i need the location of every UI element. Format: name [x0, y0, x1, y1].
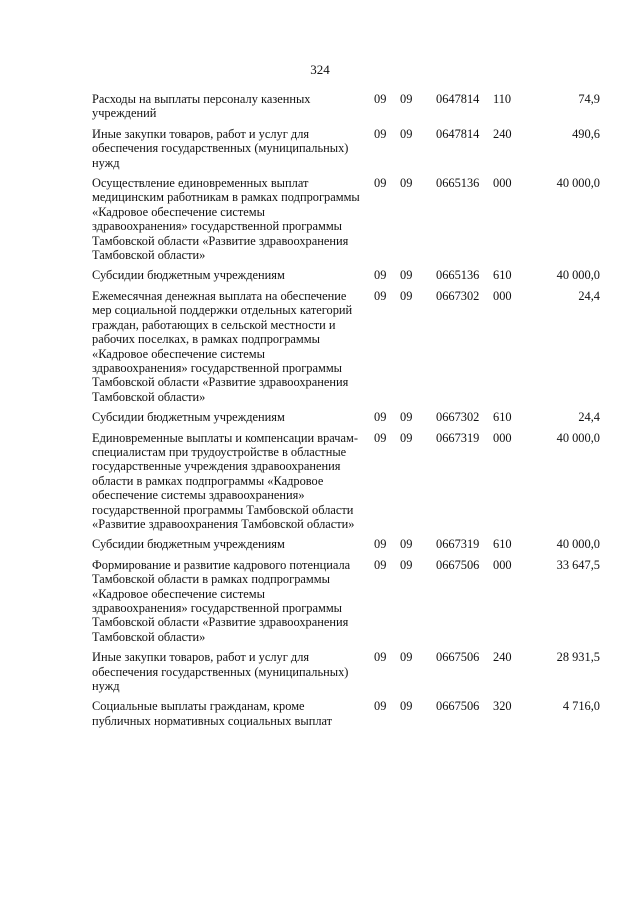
- row-amount: 490,6: [572, 126, 600, 141]
- table-row: [92, 289, 612, 404]
- table-row: [92, 699, 612, 728]
- row-subsection-code: 09: [400, 126, 413, 141]
- row-description: Осуществление единовременных выплат медицинским работникам в рамках подпрограммы «Кадровое обеспечение системы здравоохранения» государственной программы Тамбовской области «Развитие здравоохранения Тамбовской области»: [92, 176, 360, 263]
- row-amount: 40 000,0: [556, 268, 600, 283]
- table-row: [92, 431, 612, 532]
- row-expense-type-code: 610: [493, 410, 512, 425]
- row-amount: 40 000,0: [556, 430, 600, 445]
- row-target-article-code: 0665136: [436, 268, 480, 283]
- row-section-code: 09: [374, 557, 387, 572]
- row-description: Расходы на выплаты персоналу казенных учреждений: [92, 92, 311, 121]
- row-target-article-code: 0667506: [436, 557, 480, 572]
- row-description: Субсидии бюджетным учреждениям: [92, 537, 285, 552]
- table-row: [92, 176, 612, 262]
- row-expense-type-code: 610: [493, 537, 512, 552]
- table-row: [92, 127, 612, 170]
- row-section-code: 09: [374, 176, 387, 191]
- row-section-code: 09: [374, 650, 387, 665]
- row-expense-type-code: 000: [493, 557, 512, 572]
- row-target-article-code: 0667319: [436, 537, 480, 552]
- row-amount: 4 716,0: [562, 699, 600, 714]
- row-expense-type-code: 000: [493, 288, 512, 303]
- row-subsection-code: 09: [400, 268, 413, 283]
- row-amount: 28 931,5: [556, 650, 600, 665]
- row-description: Ежемесячная денежная выплата на обеспечение мер социальной поддержки отдельных категорий граждан, работающих в сельской местности и рабочих поселках, в рамках подпрограммы «Кадровое обеспечение системы здравоохранения» государственной программы Тамбовской области «Развитие здравоохранения Тамбовской области»: [92, 288, 353, 404]
- row-amount: 40 000,0: [556, 176, 600, 191]
- row-amount: 33 647,5: [556, 557, 600, 572]
- row-subsection-code: 09: [400, 92, 413, 106]
- row-amount: 24,4: [578, 288, 600, 303]
- row-subsection-code: 09: [400, 410, 413, 425]
- row-section-code: 09: [374, 126, 387, 141]
- row-description: Субсидии бюджетным учреждениям: [92, 410, 285, 425]
- row-description: Социальные выплаты гражданам, кроме публичных нормативных социальных выплат: [92, 699, 333, 728]
- row-subsection-code: 09: [400, 557, 413, 572]
- row-expense-type-code: 610: [493, 268, 512, 283]
- row-expense-type-code: 000: [493, 176, 512, 191]
- row-target-article-code: 0667506: [436, 699, 480, 714]
- row-target-article-code: 0667302: [436, 288, 480, 303]
- row-amount: 40 000,0: [556, 537, 600, 552]
- row-amount: 74,9: [578, 92, 600, 106]
- row-target-article-code: 0647814: [436, 92, 480, 106]
- table-row: [92, 650, 612, 693]
- row-section-code: 09: [374, 699, 387, 714]
- row-target-article-code: 0665136: [436, 176, 480, 191]
- row-subsection-code: 09: [400, 537, 413, 552]
- row-expense-type-code: 240: [493, 126, 512, 141]
- row-section-code: 09: [374, 92, 387, 106]
- row-section-code: 09: [374, 537, 387, 552]
- row-section-code: 09: [374, 430, 387, 445]
- row-section-code: 09: [374, 268, 387, 283]
- table-row: [92, 268, 612, 282]
- table-row: [92, 558, 612, 644]
- row-target-article-code: 0667506: [436, 650, 480, 665]
- table-row: [92, 537, 612, 551]
- budget-table: [92, 92, 612, 734]
- row-expense-type-code: 000: [493, 430, 512, 445]
- row-section-code: 09: [374, 288, 387, 303]
- row-subsection-code: 09: [400, 650, 413, 665]
- row-subsection-code: 09: [400, 288, 413, 303]
- page-number: 324: [310, 62, 330, 77]
- row-target-article-code: 0667319: [436, 430, 480, 445]
- row-description: Иные закупки товаров, работ и услуг для обеспечения государственных (муниципальных) нужд: [92, 650, 349, 694]
- row-target-article-code: 0647814: [436, 126, 480, 141]
- table-row: [92, 92, 612, 121]
- row-subsection-code: 09: [400, 699, 413, 714]
- table-row: [92, 410, 612, 424]
- row-description: Иные закупки товаров, работ и услуг для обеспечения государственных (муниципальных) нужд: [92, 126, 349, 170]
- row-amount: 24,4: [578, 410, 600, 425]
- row-target-article-code: 0667302: [436, 410, 480, 425]
- row-subsection-code: 09: [400, 176, 413, 191]
- row-expense-type-code: 320: [493, 699, 512, 714]
- row-expense-type-code: 240: [493, 650, 512, 665]
- row-subsection-code: 09: [400, 430, 413, 445]
- row-description: Единовременные выплаты и компенсации врачам-специалистам при трудоустройстве в областные государственные учреждения здравоохранения области в рамках подпрограммы «Кадровое обеспечение системы здравоохранения» государственной программы Тамбовской области «Развитие здравоохранения Тамбовской области»: [92, 430, 358, 531]
- row-expense-type-code: 110: [493, 92, 512, 106]
- row-description: Формирование и развитие кадрового потенциала Тамбовской области в рамках подпрограммы «Кадровое обеспечение системы здравоохранения» государственной программы Тамбовской области «Развитие здравоохранения Тамбовской области»: [92, 557, 351, 644]
- row-section-code: 09: [374, 410, 387, 425]
- row-description: Субсидии бюджетным учреждениям: [92, 268, 285, 283]
